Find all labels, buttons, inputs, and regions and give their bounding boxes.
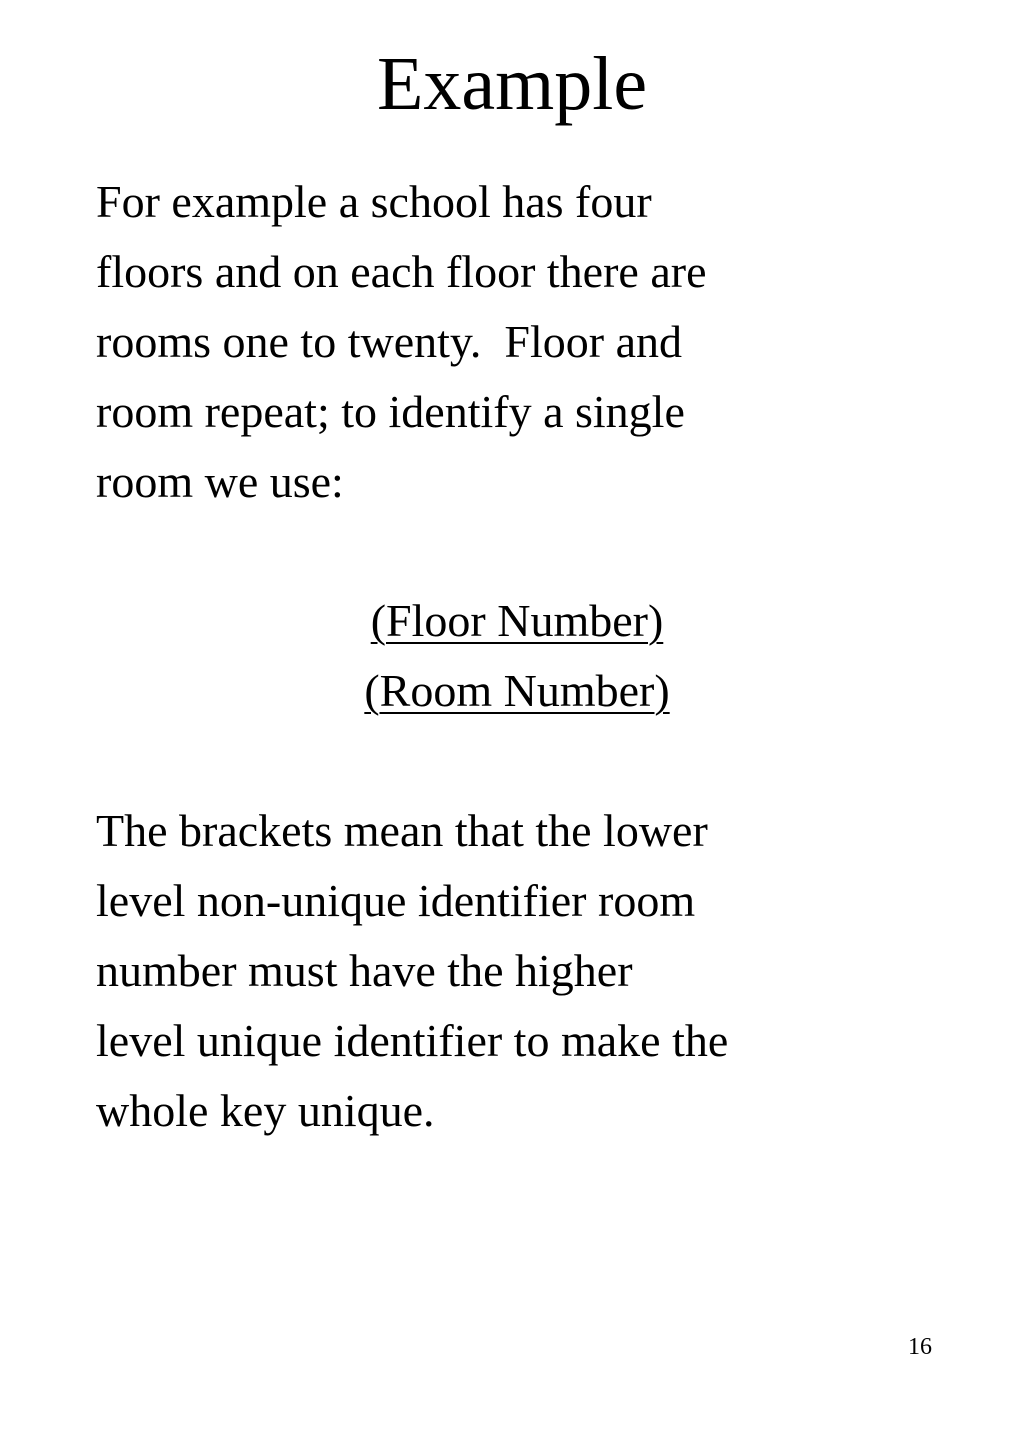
explanation-line: whole key unique.	[96, 1085, 435, 1136]
composite-key-notation	[0, 586, 1024, 726]
room-number-key	[0, 656, 1024, 726]
floor-number-key	[0, 586, 1024, 656]
intro-line: floors and on each floor there are	[96, 246, 707, 297]
explanation-line: level non-unique identifier room	[96, 875, 696, 926]
intro-line: For example a school has four	[96, 176, 652, 227]
intro-line: room repeat; to identify a single	[96, 386, 685, 437]
floor-number-key-text: (Floor Number)	[370, 595, 664, 646]
explanation-line: level unique identifier to make the	[96, 1015, 729, 1066]
page-number: 16	[908, 1334, 932, 1360]
explanation-line: number must have the higher	[96, 945, 633, 996]
intro-paragraph	[96, 167, 876, 517]
room-number-key-text: (Room Number)	[364, 665, 670, 716]
intro-line: rooms one to twenty. Floor and	[96, 316, 683, 367]
explanation-paragraph	[96, 796, 876, 1146]
intro-line: room we use:	[96, 456, 344, 507]
slide-title: Example	[376, 42, 648, 126]
explanation-line: The brackets mean that the lower	[96, 805, 708, 856]
